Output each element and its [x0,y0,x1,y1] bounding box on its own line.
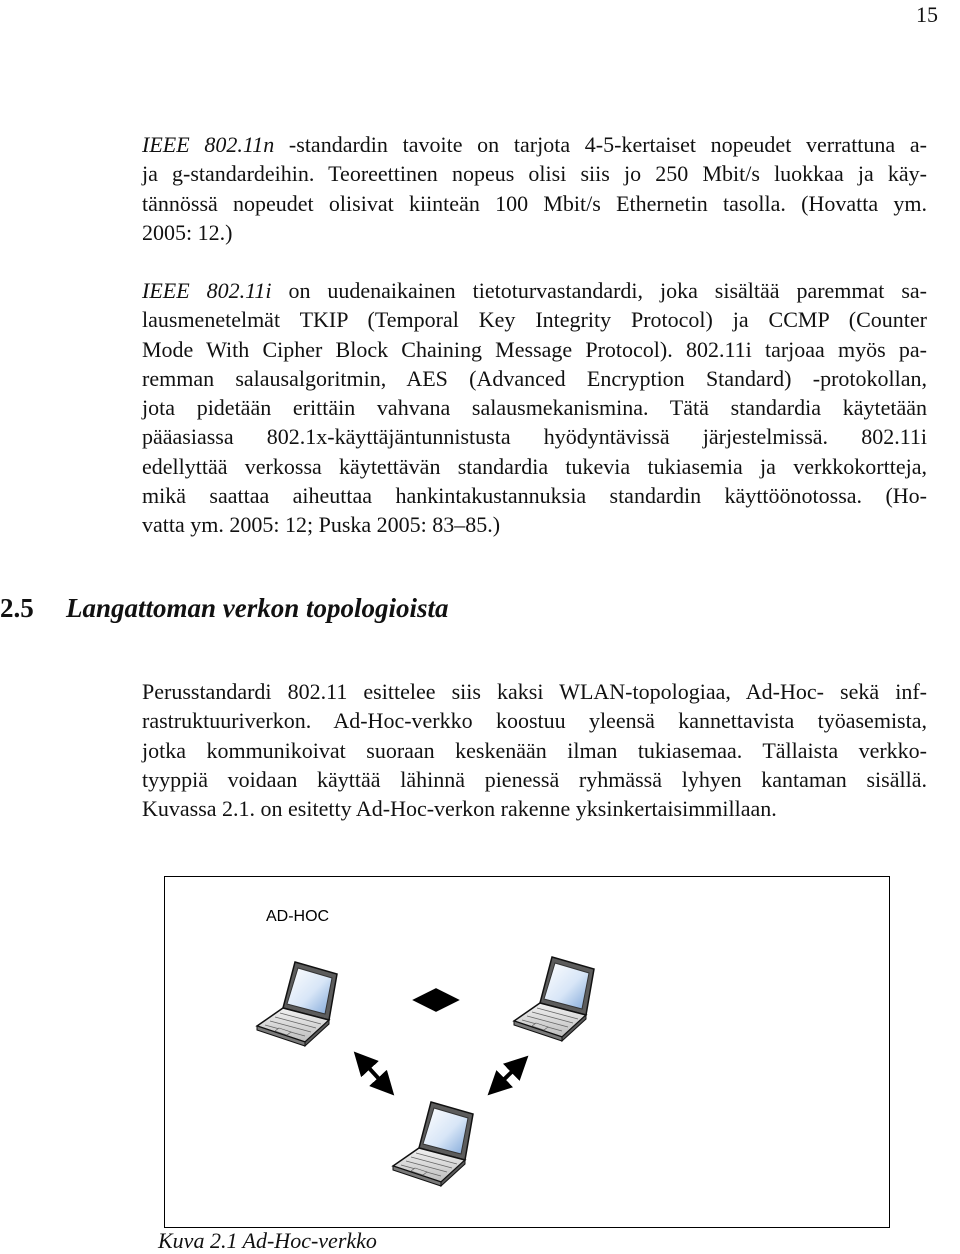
section-heading [0,593,449,624]
paragraph-ieee-80211i [142,276,927,540]
text-line: jota pidetään erittäin vahvana salausmekanismina. Tätä standardia käytetään [142,395,927,421]
section-title: Langattoman verkon topologioista [66,593,449,623]
standard-name: IEEE 802.11n [142,132,275,157]
double-arrow-icon [491,1059,525,1092]
text-line: lausmenetelmät TKIP (Temporal Key Integrity Protocol) ja CCMP (Counter [142,307,927,333]
laptop-icon [257,962,337,1046]
text-run: on uudenaikainen tietoturvastandardi, joka sisältää paremmat sa- [271,278,927,303]
text-line: mikä saattaa aiheuttaa hankintakustannuksia standardin käyttöönotossa. (Ho- [142,483,927,509]
text-line: Kuvassa 2.1. on esitetty Ad-Hoc-verkon rakenne yksinkertaisimmillaan. [142,796,777,822]
page-number: 15 [916,2,938,27]
standard-name: IEEE 802.11i [142,278,272,303]
text-line [142,276,927,305]
laptop-icon [514,957,594,1041]
text-line: ja g-standardeihin. Teoreettinen nopeus olisi siis jo 250 Mbit/s luokkaa ja käy- [142,161,927,187]
figure-label: AD-HOC [266,908,330,925]
text-run: -standardin tavoite on tarjota 4-5-kertaiset nopeudet verrattuna a- [274,132,927,157]
text-line [142,130,927,159]
text-line: pääasiassa 802.1x-käyttäjäntunnistusta hyödyntävissä järjestelmissä. 802.11i [142,424,927,450]
section-number: 2.5 [0,593,34,623]
text-line: rastruktuuriverkon. Ad-Hoc-verkko koostuu yleensä kannettavista työasemista, [142,708,927,734]
figure-caption: Kuva 2.1 Ad-Hoc-verkko [158,1228,377,1253]
text-line: tännössä nopeudet olisivat kiinteän 100 Mbit/s Ethernetin tasolla. (Hovatta ym. [142,190,927,216]
paragraph-topologies [142,677,927,823]
paragraph-ieee-80211n [142,130,927,247]
text-line: edellyttää verkossa käytettävän standardia tukevia tukiasemia ja verkkokortteja, [142,453,927,479]
text-line: vatta ym. 2005: 12; Puska 2005: 83–85.) [142,512,501,538]
text-line: jotka kommunikoivat suoraan keskenään ilman tukiasemaa. Tällaista verkko- [142,737,927,763]
text-line: 2005: 12.) [142,219,233,245]
laptop-icon [393,1102,473,1186]
text-line: Perusstandardi 802.11 esittelee siis kaksi WLAN-topologiaa, Ad-Hoc- sekä inf- [142,679,927,704]
text-line: remman salausalgoritmin, AES (Advanced Encryption Standard) -protokollan, [142,365,927,391]
text-line: tyyppiä voidaan käyttää lähinnä pienessä ryhmässä lyhyen kantaman sisällä. [142,766,927,792]
adhoc-figure [164,876,890,1228]
text-line: Mode With Cipher Block Chaining Message Protocol). 802.11i tarjoaa myös pa- [142,336,927,362]
adhoc-diagram [165,877,891,1229]
double-arrow-icon [357,1055,391,1092]
